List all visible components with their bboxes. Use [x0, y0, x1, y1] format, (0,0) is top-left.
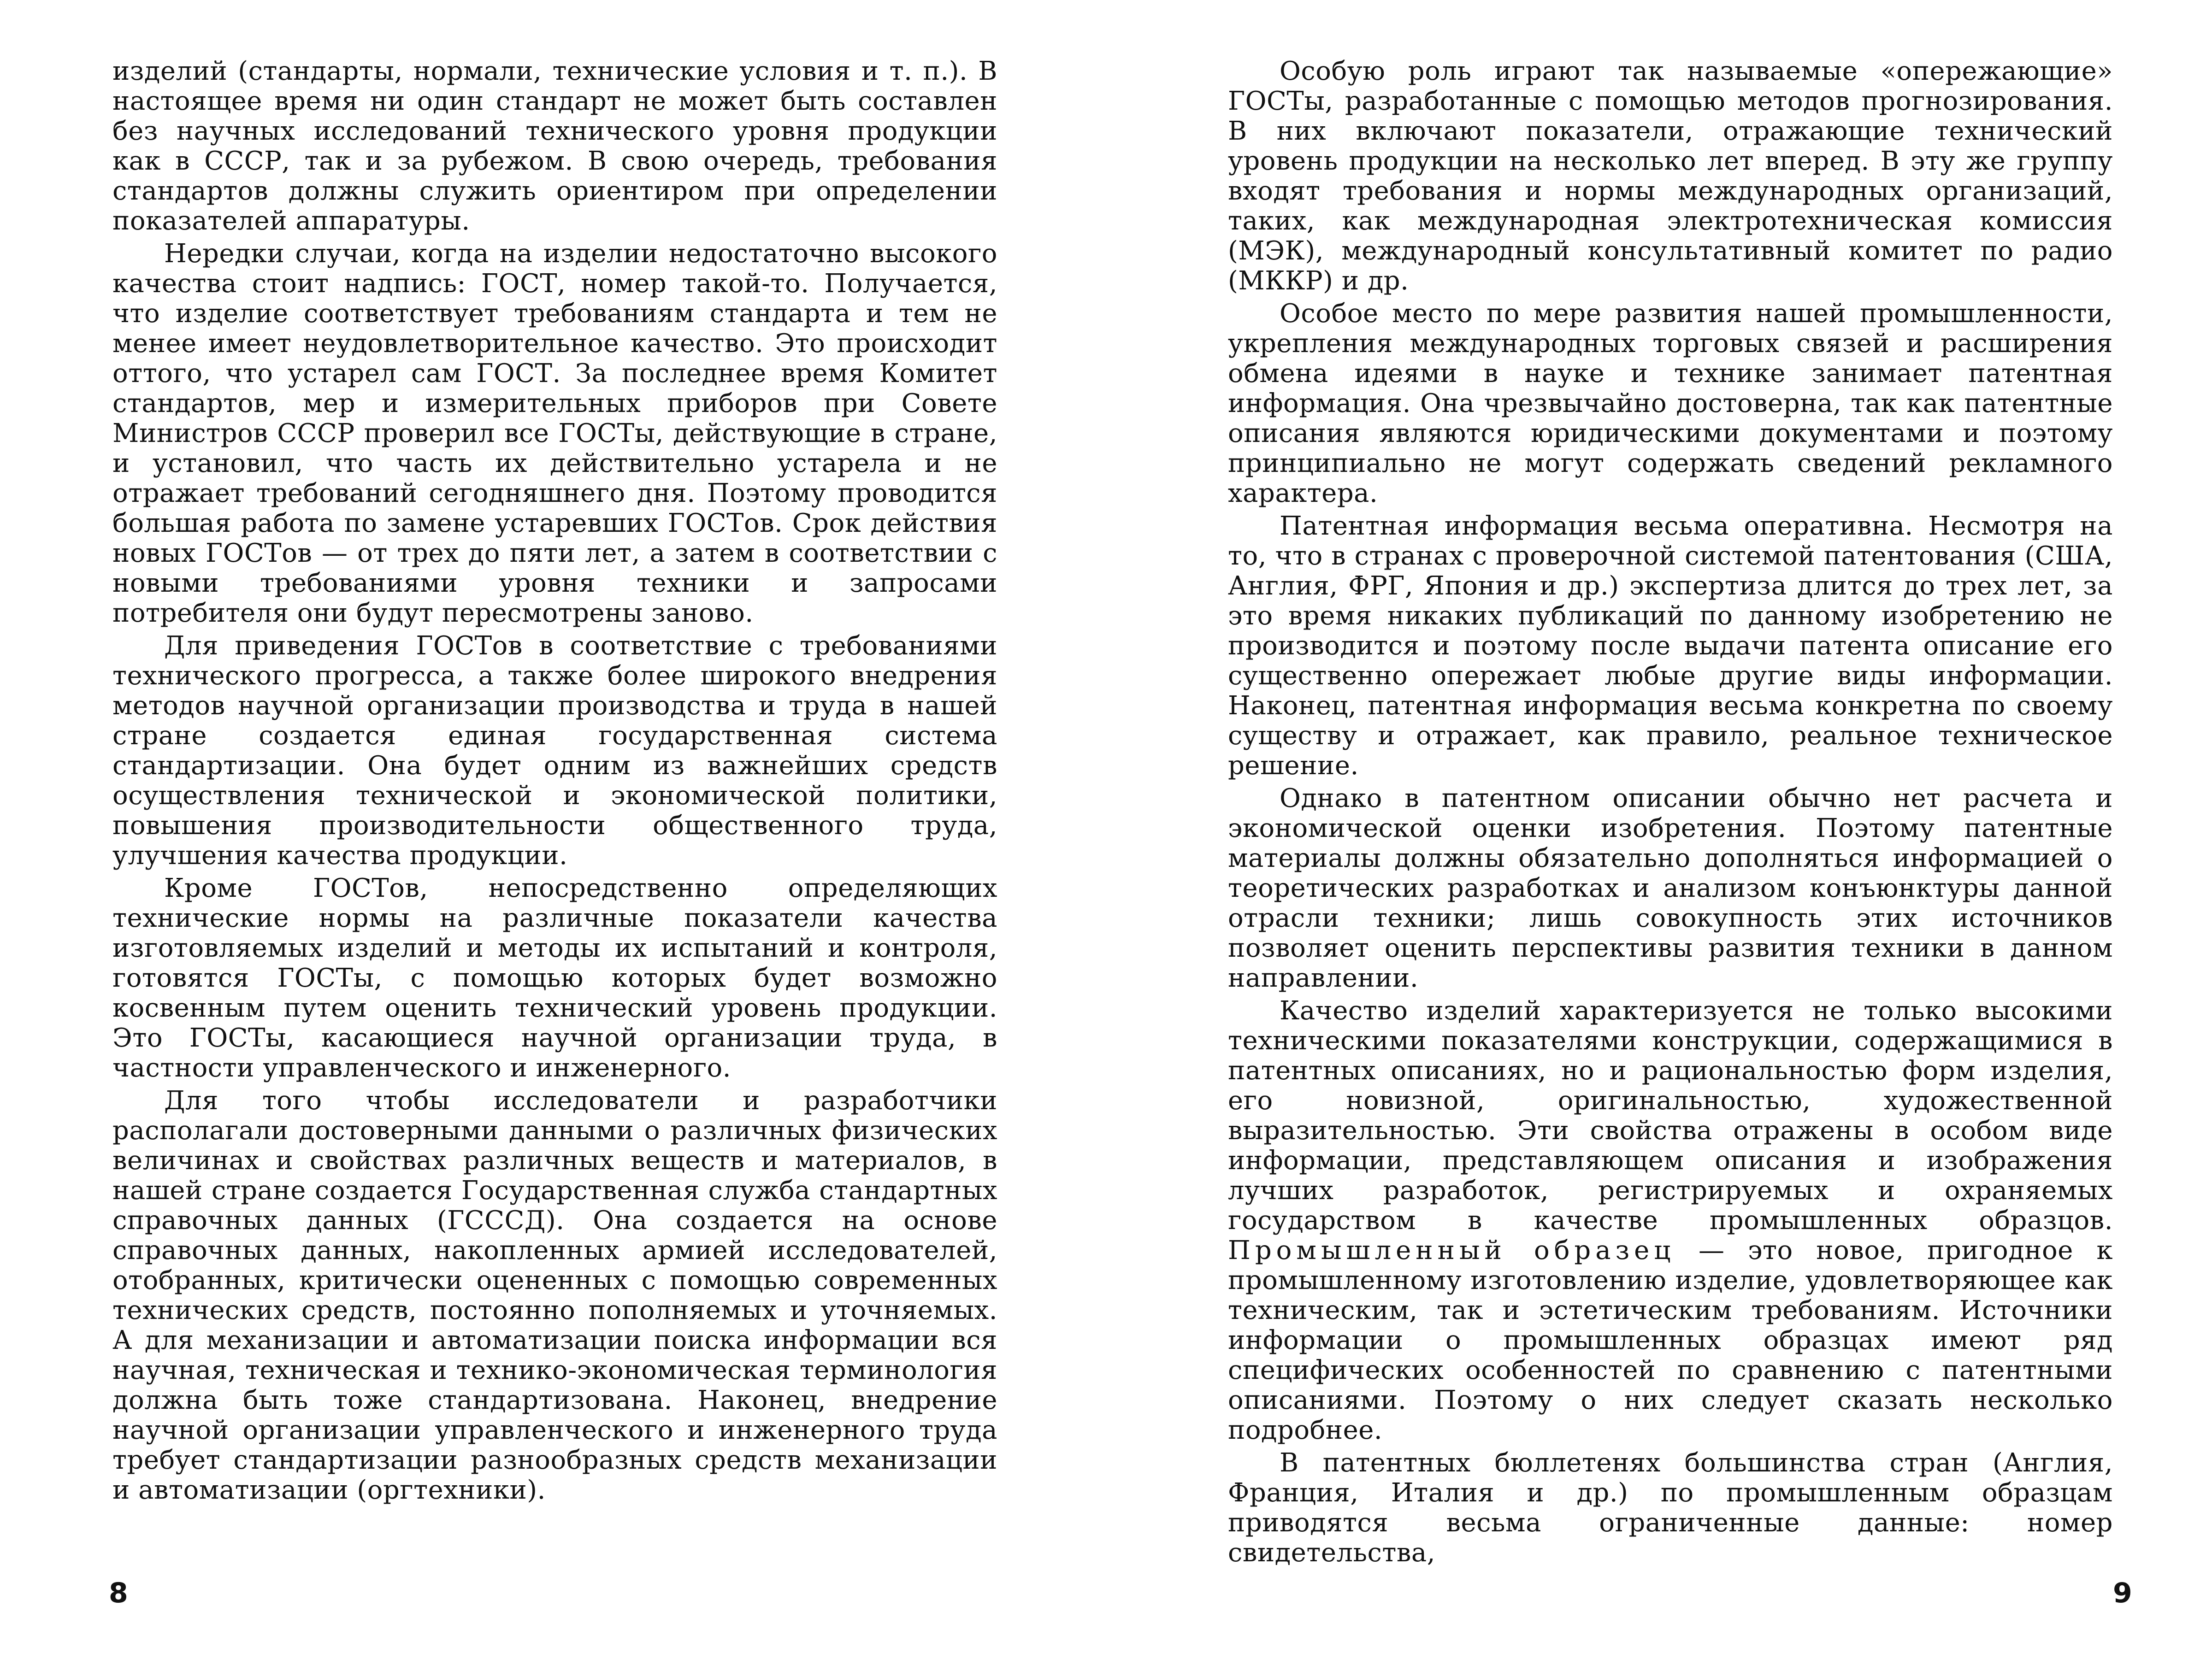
right-paragraph-3: Патентная информация весьма оперативна. Несмотря на то, что в странах с проверочной системой патентования (США, Англия, ФРГ, Япония и др.) экспертиза длится до трех лет, за это время никаких публикаций по данному изобретению не производится и поэтому после выдачи патента описание его существенно опережает любые другие виды информации. Наконец, патентная информация весьма конкретна по своему существу и отражает, как правило, реальное техническое решение.	[1228, 511, 2113, 781]
left-paragraph-3: Для приведения ГОСТов в соответствие с требованиями технического прогресса, а также более широкого внедрения методов научной организации производства и труда в нашей стране создается единая государственная система стандартизации. Она будет одним из важнейших средств осуществления технической и экономической политики, повышения производительности общественного труда, улучшения качества продукции.	[112, 631, 997, 871]
left-page-number: 8	[109, 1577, 128, 1609]
left-paragraph-5: Для того чтобы исследователи и разработчики располагали достоверными данными о различных физических величинах и свойствах различных веществ и материалов, в нашей стране создается Государственная служба стандартных справочных данных (ГСССД). Она создается на основе справочных данных, накопленных армией исследователей, отобранных, критически оцененных с помощью современных технических средств, постоянно пополняемых и уточняемых. А для механизации и автоматизации поиска информации вся научная, техническая и технико-экономическая терминология должна быть тоже стандартизована. Наконец, внедрение научной организации управленческого и инженерного труда требует стандартизации разнообразных средств механизации и автоматизации (оргтехники).	[112, 1086, 997, 1505]
right-paragraph-4: Однако в патентном описании обычно нет расчета и экономической оценки изобретения. Поэтому патентные материалы должны обязательно дополняться информацией о теоретических разработках и анализом конъюнктуры данной отрасли техники; лишь совокупность этих источников позволяет оценить перспективы развития техники в данном направлении.	[1228, 783, 2113, 993]
left-page-text	[112, 56, 997, 1505]
right-paragraph-5-after: — это новое, пригодное к промышленному изготовлению изделие, удовлетворяющее как техническим, так и эстетическим требованиям. Источники информации о промышленных образцах имеют ряд специфических особенностей по сравнению с патентными описаниями. Поэтому о них следует сказать несколько подробнее.	[1228, 1235, 2113, 1445]
right-paragraph-5-before: Качество изделий характеризуется не только высокими техническими показателями конструкции, содержащимися в патентных описаниях, но и рациональностью форм изделия, его новизной, оригинальностью, художественной выразительностью. Эти свойства отражены в особом виде информации, представляющем описания и изображения лучших разработок, регистрируемых и охраняемых государством в качестве промышленных образцов.	[1228, 996, 2113, 1235]
left-paragraph-4: Кроме ГОСТов, непосредственно определяющих технические нормы на различные показатели качества изготовляемых изделий и методы их испытаний и контроля, готовятся ГОСТы, с помощью которых будет возможно косвенным путем оценить технический уровень продукции. Это ГОСТы, касающиеся научной организации труда, в частности управленческого и инженерного.	[112, 873, 997, 1083]
right-page-text	[1228, 56, 2113, 1568]
left-paragraph-2: Нередки случаи, когда на изделии недостаточно высокого качества стоит надпись: ГОСТ, номер такой-то. Получается, что изделие соответствует требованиям стандарта и тем не менее имеет неудовлетворительное качество. Это происходит оттого, что устарел сам ГОСТ. За последнее время Комитет стандартов, мер и измерительных приборов при Совете Министров СССР проверил все ГОСТы, действующие в стране, и установил, что часть их действительно устарела и не отражает требований сегодняшнего дня. Поэтому проводится большая работа по замене устаревших ГОСТов. Срок действия новых ГОСТов — от трех до пяти лет, а затем в соответствии с новыми требованиями уровня техники и запросами потребителя они будут пересмотрены заново.	[112, 239, 997, 628]
right-paragraph-6: В патентных бюллетенях большинства стран (Англия, Франция, Италия и др.) по промышленным образцам приводятся весьма ограниченные данные: номер свидетельства,	[1228, 1448, 2113, 1568]
right-paragraph-1: Особую роль играют так называемые «опережающие» ГОСТы, разработанные с помощью методов прогнозирования. В них включают показатели, отражающие технический уровень продукции на несколько лет вперед. В эту же группу входят требования и нормы международных организаций, таких, как международная электротехническая комиссия (МЭК), международный консультативный комитет по радио (МККР) и др.	[1228, 56, 2113, 296]
right-paragraph-5	[1228, 996, 2113, 1445]
industrial-design-term: Промышленный образец	[1228, 1235, 1675, 1265]
left-paragraph-1: изделий (стандарты, нормали, технические условия и т. п.). В настоящее время ни один стандарт не может быть составлен без научных исследований технического уровня продукции как в СССР, так и за рубежом. В свою очередь, требования стандартов должны служить ориентиром при определении показателей аппаратуры.	[112, 56, 997, 236]
right-paragraph-2: Особое место по мере развития нашей промышленности, укрепления международных торговых связей и расширения обмена идеями в науке и технике занимает патентная информация. Она чрезвычайно достоверна, так как патентные описания являются юридическими документами и поэтому принципиально не могут содержать сведений рекламного характера.	[1228, 299, 2113, 508]
right-page-number: 9	[2113, 1577, 2132, 1609]
right-page	[1106, 0, 2212, 1659]
